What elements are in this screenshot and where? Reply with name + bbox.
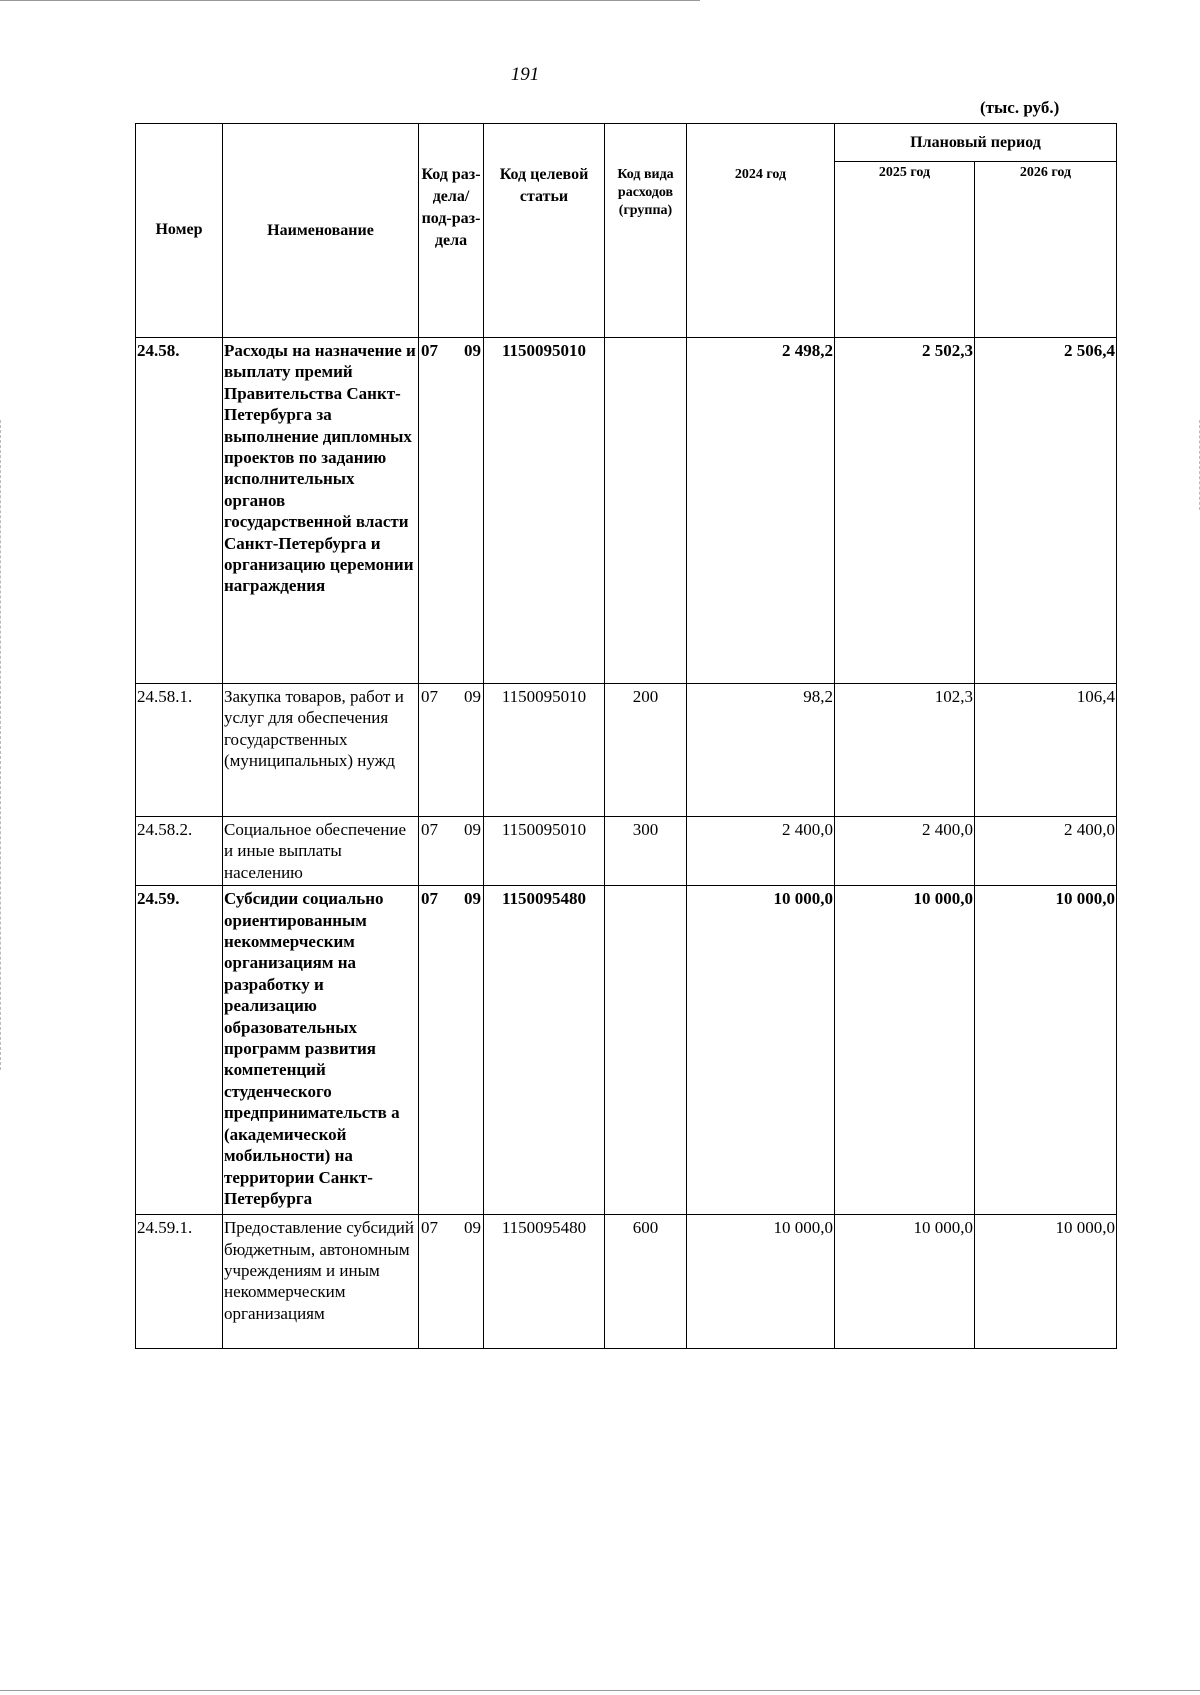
table-row: [136, 886, 1117, 1215]
row-section-code: 07 09: [419, 817, 484, 886]
row-expense-type: 300: [605, 817, 687, 886]
table-row: [136, 1215, 1117, 1349]
row-number: 24.58.2.: [136, 817, 223, 886]
row-value-2026: 2 400,0: [975, 817, 1117, 886]
row-value-2024: 2 498,2: [687, 338, 835, 684]
table-row: [136, 817, 1117, 886]
row-number: 24.58.: [136, 338, 223, 684]
row-value-2024: 10 000,0: [687, 886, 835, 1215]
row-number: 24.59.1.: [136, 1215, 223, 1349]
row-value-2026: 10 000,0: [975, 886, 1117, 1215]
page-number: 191: [510, 64, 540, 85]
row-number: 24.59.: [136, 886, 223, 1215]
row-target-code: 1150095010: [484, 684, 605, 817]
row-expense-type: 600: [605, 1215, 687, 1349]
row-expense-type: 200: [605, 684, 687, 817]
row-value-2024: 2 400,0: [687, 817, 835, 886]
row-value-2026: 10 000,0: [975, 1215, 1117, 1349]
row-section-code: 07 09: [419, 684, 484, 817]
row-value-2025: 2 502,3: [835, 338, 975, 684]
row-target-code: 1150095480: [484, 886, 605, 1215]
header-target-code: Код целевой статьи: [484, 124, 605, 338]
scan-right-margin-marks: [1195, 420, 1200, 510]
row-name: Субсидии социально ориентированным некоммерческим организациям на разработку и реализацию образовательных программ развития компетенций студенческого предпринимательств а (академической мобильности) на территории Санкт-Петербурга: [223, 886, 419, 1215]
row-section-code: 07 09: [419, 338, 484, 684]
row-value-2024: 98,2: [687, 684, 835, 817]
row-number: 24.58.1.: [136, 684, 223, 817]
row-name: Предоставление субсидий бюджетным, автономным учреждениям и иным некоммерческим организациям: [223, 1215, 419, 1349]
row-expense-type: [605, 886, 687, 1215]
header-2024: 2024 год: [687, 124, 835, 338]
row-target-code: 1150095480: [484, 1215, 605, 1349]
row-value-2025: 10 000,0: [835, 886, 975, 1215]
row-value-2026: 106,4: [975, 684, 1117, 817]
header-number: Номер: [136, 124, 223, 338]
header-2026: 2026 год: [975, 162, 1117, 338]
header-section-code: Код раз-дела/ под-раз-дела: [419, 124, 484, 338]
row-target-code: 1150095010: [484, 338, 605, 684]
row-name: Закупка товаров, работ и услуг для обеспечения государственных (муниципальных) нужд: [223, 684, 419, 817]
table-row: [136, 684, 1117, 817]
row-section-code: 07 09: [419, 1215, 484, 1349]
row-value-2025: 2 400,0: [835, 817, 975, 886]
header-name: Наименование: [223, 124, 419, 338]
row-value-2025: 102,3: [835, 684, 975, 817]
row-value-2025: 10 000,0: [835, 1215, 975, 1349]
budget-table: [135, 123, 1117, 1349]
row-name: Расходы на назначение и выплату премий Правительства Санкт-Петербурга за выполнение дипломных проектов по заданию исполнительных органов государственной власти Санкт-Петербурга и организацию церемонии награждения: [223, 338, 419, 684]
scan-bottom-edge: [0, 1688, 1200, 1691]
units-label: (тыс. руб.): [980, 98, 1060, 117]
row-value-2026: 2 506,4: [975, 338, 1117, 684]
row-expense-type: [605, 338, 687, 684]
row-section-code: 07 09: [419, 886, 484, 1215]
row-name: Социальное обеспечение и иные выплаты населению: [223, 817, 419, 886]
table-row: [136, 338, 1117, 684]
header-expense-type: Код вида расходов (группа): [605, 124, 687, 338]
header-planning-period: Плановый период: [835, 124, 1117, 162]
scan-top-edge: [0, 0, 700, 3]
row-target-code: 1150095010: [484, 817, 605, 886]
header-2025: 2025 год: [835, 162, 975, 338]
row-value-2024: 10 000,0: [687, 1215, 835, 1349]
scan-left-margin-marks: [0, 420, 5, 1070]
